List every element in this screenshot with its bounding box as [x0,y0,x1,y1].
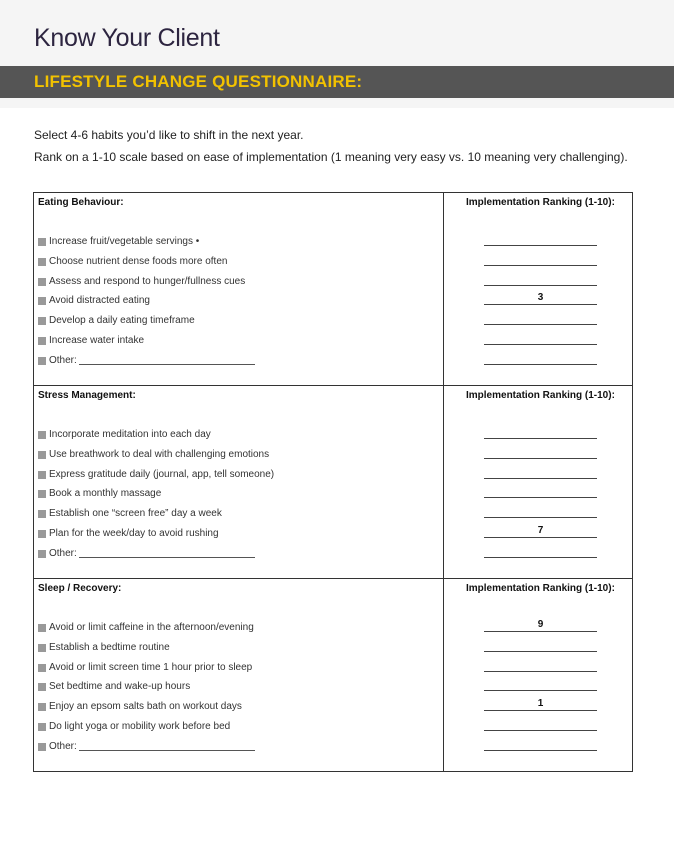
checkbox-icon[interactable] [38,297,46,305]
habit-option[interactable] [38,508,222,519]
habit-option[interactable] [38,429,211,440]
banner-title: LIFESTYLE CHANGE QUESTIONNAIRE: [34,72,363,91]
habit-label: Incorporate meditation into each day [49,429,211,440]
habit-label: Express gratitude daily (journal, app, tell someone) [49,469,275,480]
habit-option[interactable] [38,681,190,692]
habit-label: Increase fruit/vegetable servings • [49,236,200,247]
checkbox-icon[interactable] [38,510,46,518]
ranking-heading: Implementation Ranking (1-10): [466,583,615,594]
section-stress-management [34,386,632,579]
habit-label: Establish a bedtime routine [49,642,170,653]
habit-option[interactable] [38,701,242,712]
habit-option[interactable] [38,469,274,480]
ranking-field[interactable] [484,352,597,365]
section-sleep-recovery [34,579,632,772]
ranking-field[interactable] [484,659,597,672]
checkbox-icon[interactable] [38,431,46,439]
ranking-field[interactable] [484,678,597,691]
ranking-field[interactable] [484,545,597,558]
habit-option[interactable] [38,548,255,559]
habit-label: Other: [49,548,77,559]
habit-label: Avoid or limit caffeine in the afternoon/evening [49,622,254,633]
ranking-field[interactable] [484,485,597,498]
habit-option[interactable] [38,236,199,247]
questionnaire-table [33,192,633,772]
ranking-field[interactable]: 3 [484,292,597,305]
habit-option[interactable] [38,256,227,267]
habit-option[interactable] [38,741,255,752]
checkbox-icon[interactable] [38,743,46,751]
habit-label: Choose nutrient dense foods more often [49,256,228,267]
habit-option[interactable] [38,276,245,287]
habit-label: Book a monthly massage [49,488,162,499]
habit-option[interactable] [38,295,150,306]
section-heading: Stress Management: [38,390,136,401]
habit-label: Establish one “screen free” day a week [49,508,222,519]
checkbox-icon[interactable] [38,490,46,498]
instruction-line-2: Rank on a 1-10 scale based on ease of implementation (1 meaning very easy vs. 10 meaning very challenging). [34,150,628,164]
other-input-line[interactable] [79,356,255,365]
habit-label: Assess and respond to hunger/fullness cues [49,276,246,287]
checkbox-icon[interactable] [38,357,46,365]
column-divider [443,579,444,772]
habit-option[interactable] [38,622,254,633]
other-input-line[interactable] [79,549,255,558]
questionnaire-banner [0,66,674,98]
column-divider [443,193,444,385]
habit-option[interactable] [38,721,230,732]
checkbox-icon[interactable] [38,530,46,538]
ranking-field[interactable] [484,446,597,459]
ranking-field[interactable] [484,233,597,246]
habit-label: Other: [49,741,77,752]
checkbox-icon[interactable] [38,624,46,632]
checkbox-icon[interactable] [38,683,46,691]
ranking-field[interactable] [484,466,597,479]
page-title: Know Your Client [34,24,220,52]
habit-label: Plan for the week/day to avoid rushing [49,528,219,539]
checkbox-icon[interactable] [38,317,46,325]
ranking-field[interactable] [484,332,597,345]
ranking-field[interactable] [484,738,597,751]
habit-option[interactable] [38,315,195,326]
habit-option[interactable] [38,335,144,346]
ranking-field[interactable]: 9 [484,619,597,632]
column-divider [443,386,444,578]
ranking-field[interactable] [484,718,597,731]
habit-option[interactable] [38,488,161,499]
instructions [34,124,628,168]
habit-label: Other: [49,355,77,366]
habit-label: Avoid distracted eating [49,295,150,306]
section-heading: Eating Behaviour: [38,197,124,208]
ranking-heading: Implementation Ranking (1-10): [466,197,615,208]
instruction-line-1: Select 4-6 habits you’d like to shift in the next year. [34,128,304,142]
habit-option[interactable] [38,449,269,460]
section-eating-behaviour [34,193,632,386]
habit-label: Set bedtime and wake-up hours [49,681,191,692]
checkbox-icon[interactable] [38,644,46,652]
habit-option[interactable] [38,662,252,673]
ranking-field[interactable] [484,639,597,652]
ranking-field[interactable] [484,426,597,439]
ranking-field[interactable] [484,253,597,266]
ranking-field[interactable]: 7 [484,525,597,538]
habit-label: Avoid or limit screen time 1 hour prior to sleep [49,662,253,673]
habit-label: Develop a daily eating timeframe [49,315,195,326]
habit-option[interactable] [38,528,219,539]
ranking-field[interactable]: 1 [484,698,597,711]
ranking-field[interactable] [484,505,597,518]
ranking-field[interactable] [484,273,597,286]
habit-label: Use breathwork to deal with challenging emotions [49,449,270,460]
habit-label: Do light yoga or mobility work before bed [49,721,231,732]
ranking-field[interactable] [484,312,597,325]
ranking-heading: Implementation Ranking (1-10): [466,390,615,401]
checkbox-icon[interactable] [38,451,46,459]
checkbox-icon[interactable] [38,471,46,479]
habit-option[interactable] [38,642,170,653]
checkbox-icon[interactable] [38,258,46,266]
checkbox-icon[interactable] [38,550,46,558]
checkbox-icon[interactable] [38,723,46,731]
checkbox-icon[interactable] [38,337,46,345]
habit-label: Enjoy an epsom salts bath on workout days [49,701,242,712]
checkbox-icon[interactable] [38,278,46,286]
section-heading: Sleep / Recovery: [38,583,122,594]
checkbox-icon[interactable] [38,238,46,246]
habit-option[interactable] [38,355,255,366]
checkbox-icon[interactable] [38,664,46,672]
other-input-line[interactable] [79,742,255,751]
checkbox-icon[interactable] [38,703,46,711]
habit-label: Increase water intake [49,335,145,346]
